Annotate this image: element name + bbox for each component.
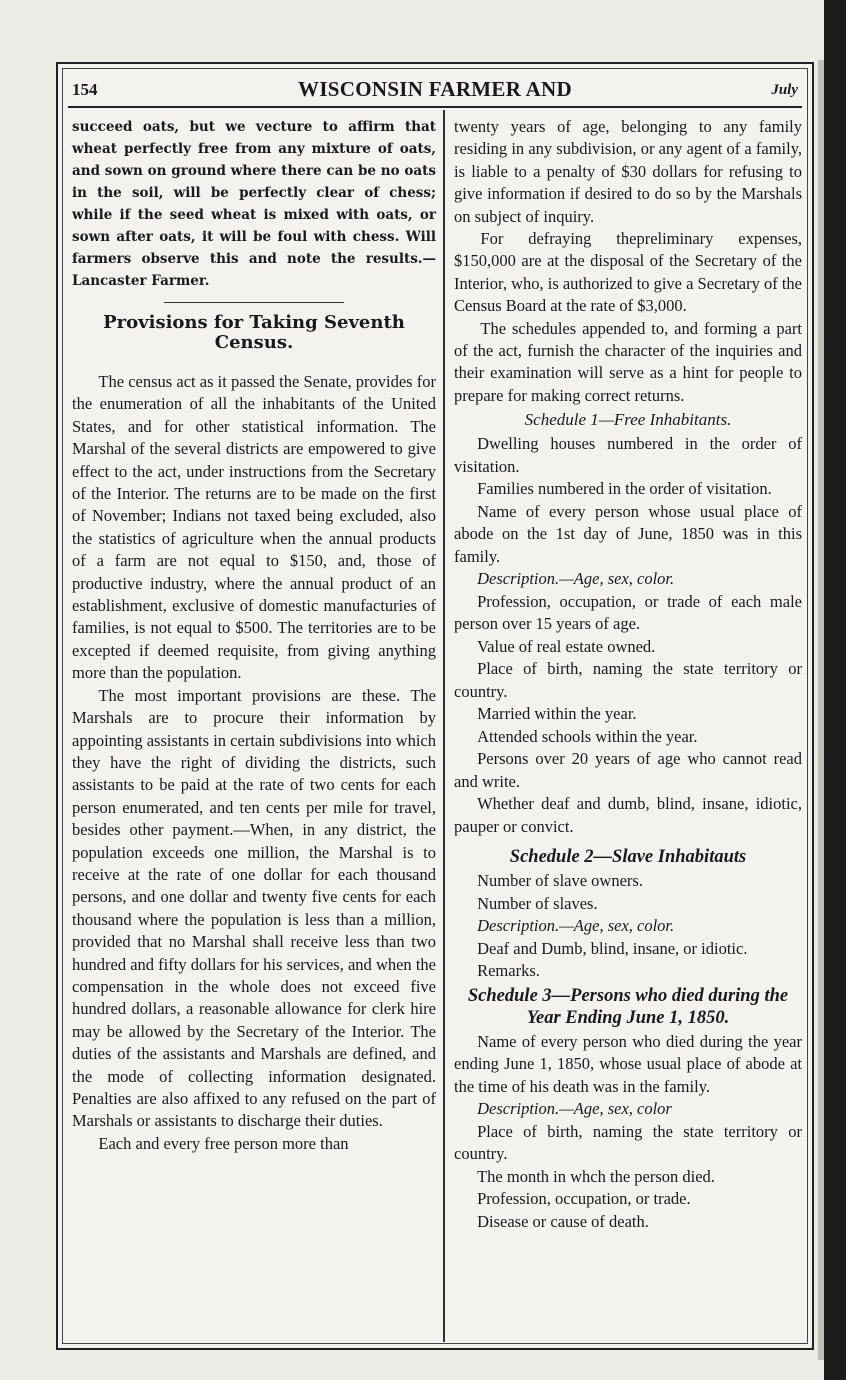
page-number: 154 bbox=[72, 80, 98, 99]
schedule-1-item: Whether deaf and dumb, blind, insane, idiotic, pauper or convict. bbox=[454, 794, 802, 836]
schedule-3-item: Disease or cause of death. bbox=[477, 1211, 649, 1231]
section-divider bbox=[164, 302, 344, 303]
schedule-2-item: Description.—Age, sex, color. bbox=[477, 916, 675, 936]
schedule-3-item: Profession, occupation, or trade. bbox=[477, 1189, 691, 1209]
schedule-1-item: Profession, occupation, or trade of each male person over 15 years of age. bbox=[454, 591, 802, 634]
page-frame bbox=[56, 62, 814, 1350]
paragraph-free-person-start: Each and every free person more than bbox=[98, 1133, 349, 1153]
page-edge-dark bbox=[824, 0, 846, 1380]
issue-month: July bbox=[771, 82, 798, 98]
schedule-2-title: Schedule 2—Slave Inhabitauts bbox=[509, 847, 747, 868]
page-header bbox=[68, 72, 802, 108]
paragraph-important-provisions: The most important provisions are these. The Marshals are to procure their information by appointing assistants in certain subdivisions into which they have the right of dividing the districts, such assistants to be paid at the rate of two cents for each person enumerated, and ten cents per mile for travel, besides other payment.—When, in any district, the population exceeds one million, the Marshal is to receive at the rate of one dollar for each thousand persons, and one dollar and twenty five cents for each thousand where the population is less than a million, provided that no Marshal shall receive less than two hundred and fifty dollars for his services, and when the compensation in the whole does not exceed five hundred dollars, a reasonable allowance for clerk hire may be allowed by the Secretary of the Interior. The duties of the assistants and Marshals are defined, and the mode of collecting information designated. Penalties are also affixed to any refused on the part of Marshals or assistants to discharge their duties. bbox=[72, 685, 436, 1131]
intro-paragraph: succeed oats, but we vecture to affirm that wheat perfectly free from any mixture of oats, and sown on ground where there can be no oats in the soil, will be perfectly clear of chess; while if the seed wheat is mixed with oats, or sown after oats, it will be foul with chess. Will farmers observe this and note the results.—Lancaster Farmer. bbox=[72, 119, 436, 289]
schedule-1-item: Place of birth, naming the state territory or country. bbox=[454, 659, 802, 701]
column-divider bbox=[443, 110, 445, 1342]
page-edge-shadow bbox=[818, 60, 824, 1360]
schedule-2-item: Number of slaves. bbox=[477, 893, 598, 913]
right-column bbox=[454, 116, 802, 1233]
paragraph-census-act: The census act as it passed the Senate, provides for the enumeration of all the inhabitants of the United States, and for other statistical information. The Marshal of the several districts are empowered to give effect to the act, under instructions from the Secretary of the Interior. The returns are to be made on the first of November; Indians not taxed being excluded, also the statistics of agriculture when the annual products of a farm are not equal to $150, and, those of productive industry, where the annual product of an establishment, exclusive of domestic manufacturies of families, is not equal to $500. The territories are to be excepted if deemed requisite, from giving anything more than the population. bbox=[72, 372, 436, 683]
schedule-3-item: Name of every person who died during the year ending June 1, 1850, whose usual place of abode at the time of his death was in the family. bbox=[454, 1031, 802, 1096]
schedule-2-item: Number of slave owners. bbox=[477, 871, 643, 891]
section-title: Provisions for Taking Seventh Census. bbox=[103, 312, 405, 353]
schedule-3-item: The month in whch the person died. bbox=[477, 1166, 715, 1186]
paragraph-schedules: The schedules appended to, and forming a part of the act, furnish the character of the inquiries and their examination will serve as a hint for people to prepare for making correct returns. bbox=[454, 318, 802, 405]
schedule-1-item: Dwelling houses numbered in the order of visitation. bbox=[454, 434, 802, 476]
schedule-1-item: Married within the year. bbox=[477, 704, 637, 724]
schedule-1-item: Attended schools within the year. bbox=[477, 726, 698, 746]
schedule-1-item: Families numbered in the order of visitation. bbox=[477, 479, 772, 499]
schedule-3-item: Place of birth, naming the state territory or country. bbox=[454, 1121, 802, 1164]
schedule-2-item: Remarks. bbox=[477, 961, 540, 981]
schedule-1-title: Schedule 1—Free Inhabitants. bbox=[524, 410, 732, 430]
schedule-1-item: Name of every person whose usual place of abode on the 1st day of June, 1850 was in this family. bbox=[454, 501, 802, 566]
schedule-1-item: Persons over 20 years of age who cannot read and write. bbox=[454, 749, 802, 791]
left-column bbox=[72, 116, 436, 1155]
schedule-3-item: Description.—Age, sex, color bbox=[477, 1099, 672, 1119]
schedule-2-item: Deaf and Dumb, blind, insane, or idiotic. bbox=[477, 938, 748, 958]
running-title: WISCONSIN FARMER AND bbox=[298, 77, 572, 101]
paragraph-preliminary-expenses: For defraying thepreliminary expenses, $150,000 are at the disposal of the Secretary of the Interior, who, is authorized to give a Secretary of the Census Board at the rate of $3,000. bbox=[454, 229, 803, 316]
schedule-3-title: Schedule 3—Persons who died during the Year Ending June 1, 1850. bbox=[467, 985, 789, 1028]
schedule-1-item: Description.—Age, sex, color. bbox=[477, 569, 675, 589]
paragraph-free-person-cont: twenty years of age, belonging to any family residing in any subdivision, or any agent of a family, is liable to a penalty of $30 dollars for refusing to give information if desired to do so by the Marshals on subject of inquiry. bbox=[454, 117, 802, 226]
schedule-1-item: Value of real estate owned. bbox=[477, 636, 656, 656]
